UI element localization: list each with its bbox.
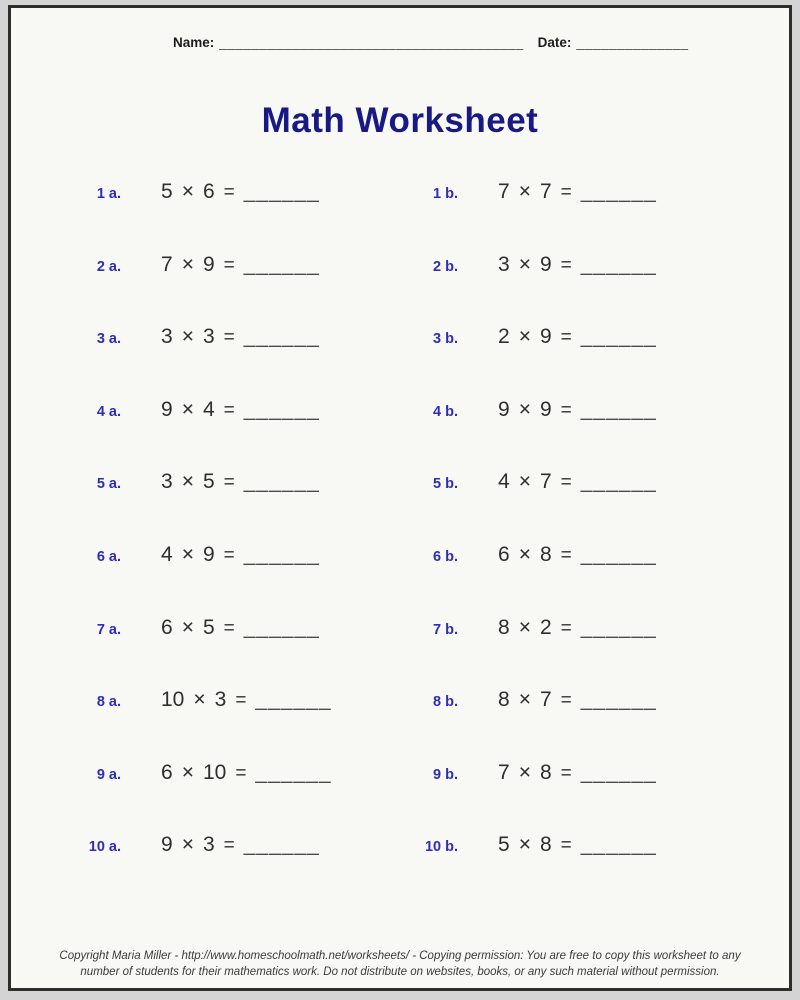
problem-row <box>11 253 400 326</box>
factor-1: 6 <box>498 542 510 566</box>
equals-sign: = <box>223 254 235 276</box>
problems-grid <box>11 180 789 906</box>
multiply-icon: × <box>518 470 531 494</box>
equals-sign: = <box>560 544 572 566</box>
problem-number-label: 3 a. <box>96 331 121 348</box>
factor-1: 3 <box>498 252 510 276</box>
problem-number-label: 1 b. <box>433 186 458 202</box>
factor-1: 4 <box>161 542 173 566</box>
problem-expression <box>498 253 657 277</box>
problem-number-label: 2 a. <box>96 258 121 275</box>
equals-sign: = <box>560 835 572 857</box>
problem-row <box>400 325 789 398</box>
problem-expression <box>161 325 320 349</box>
problem-expression <box>161 180 320 204</box>
problem-number-label: 7 b. <box>433 621 458 638</box>
multiply-icon: × <box>518 180 531 203</box>
factor-2: 2 <box>539 615 552 639</box>
factor-1: 5 <box>161 180 173 203</box>
problem-row <box>400 761 789 834</box>
footer-line-2: number of students for their mathematics work. Do not distribute on websites, books, or any such material without permission. <box>80 966 720 978</box>
multiply-icon: × <box>518 542 531 566</box>
problem-expression <box>498 543 657 567</box>
factor-1: 2 <box>498 325 510 349</box>
equals-sign: = <box>560 472 572 494</box>
factor-1: 9 <box>161 397 173 421</box>
header-row <box>11 35 789 50</box>
answer-blank: ______ <box>243 833 320 857</box>
problem-expression <box>498 180 657 204</box>
factor-2: 8 <box>539 760 552 784</box>
answer-blank: ______ <box>580 542 657 566</box>
problem-expression <box>161 761 332 785</box>
problem-row <box>400 253 789 326</box>
answer-blank: ______ <box>580 325 657 349</box>
multiply-icon: × <box>518 252 531 276</box>
problem-number-label: 1 a. <box>96 186 121 202</box>
factor-2: 6 <box>202 180 215 203</box>
factor-1: 8 <box>498 688 510 712</box>
problem-expression <box>498 688 657 712</box>
problem-number-label: 3 b. <box>433 331 458 348</box>
answer-blank: ______ <box>243 325 320 349</box>
problem-expression <box>498 470 657 494</box>
answer-blank: ______ <box>243 252 320 276</box>
problem-row <box>400 398 789 471</box>
problem-number-label: 8 b. <box>433 694 458 711</box>
equals-sign: = <box>560 399 572 421</box>
factor-1: 6 <box>161 760 173 784</box>
factor-1: 7 <box>161 252 173 276</box>
problem-number-label: 6 b. <box>433 548 458 565</box>
factor-1: 5 <box>498 833 510 857</box>
problem-expression <box>498 833 657 857</box>
multiply-icon: × <box>181 470 194 494</box>
multiply-icon: × <box>181 542 194 566</box>
problem-expression <box>498 616 657 640</box>
problem-row <box>400 470 789 543</box>
factor-2: 7 <box>539 180 552 203</box>
problem-expression <box>161 253 320 277</box>
answer-blank: ______ <box>580 252 657 276</box>
problem-number-label: 9 b. <box>433 766 458 783</box>
problem-number-label: 4 b. <box>433 403 458 420</box>
factor-2: 8 <box>539 833 552 857</box>
problem-number-label: 8 a. <box>96 694 121 711</box>
problem-row <box>400 833 789 906</box>
problem-expression <box>161 398 320 422</box>
factor-1: 7 <box>498 760 510 784</box>
problem-expression <box>161 543 320 567</box>
factor-1: 10 <box>161 688 185 712</box>
problem-row <box>11 688 400 761</box>
answer-blank: ______ <box>243 397 320 421</box>
answer-blank: ______ <box>580 615 657 639</box>
problem-expression <box>161 470 320 494</box>
problem-row <box>11 470 400 543</box>
problem-expression <box>161 833 320 857</box>
factor-2: 7 <box>539 470 552 494</box>
answer-blank: ______ <box>580 833 657 857</box>
factor-2: 3 <box>202 833 215 857</box>
factor-1: 3 <box>161 325 173 349</box>
factor-2: 3 <box>202 325 215 349</box>
multiply-icon: × <box>181 397 194 421</box>
footer-copyright <box>11 948 789 980</box>
equals-sign: = <box>223 617 235 639</box>
problem-number-label: 2 b. <box>433 258 458 275</box>
answer-blank: ______ <box>580 470 657 494</box>
factor-2: 5 <box>202 615 215 639</box>
factor-2: 9 <box>539 397 552 421</box>
multiply-icon: × <box>181 252 194 276</box>
footer-line-1: Copyright Maria Miller - http://www.homeschoolmath.net/worksheets/ - Copying permission: You are free to copy this worksheet to any <box>59 950 741 962</box>
answer-blank: ______ <box>243 615 320 639</box>
problem-number-label: 9 a. <box>96 766 121 783</box>
answer-blank: ______ <box>255 760 332 784</box>
multiply-icon: × <box>181 325 194 349</box>
problem-number-label: 10 b. <box>424 839 458 856</box>
factor-2: 9 <box>539 325 552 349</box>
factor-1: 7 <box>498 180 510 203</box>
answer-blank: ______ <box>243 470 320 494</box>
multiply-icon: × <box>518 760 531 784</box>
problem-row <box>400 688 789 761</box>
answer-blank: ______ <box>580 397 657 421</box>
answer-blank: ______ <box>243 180 320 203</box>
problem-number-label: 10 a. <box>88 839 121 856</box>
factor-2: 9 <box>539 252 552 276</box>
factor-2: 9 <box>202 542 215 566</box>
factor-2: 7 <box>539 688 552 712</box>
problem-row <box>400 180 789 253</box>
answer-blank: ______ <box>580 688 657 712</box>
factor-1: 9 <box>161 833 173 857</box>
factor-2: 8 <box>539 542 552 566</box>
equals-sign: = <box>235 690 247 712</box>
problem-row <box>11 761 400 834</box>
multiply-icon: × <box>518 688 531 712</box>
factor-2: 9 <box>202 252 215 276</box>
date-write-line: ______________ <box>576 35 689 50</box>
factor-1: 3 <box>161 470 173 494</box>
equals-sign: = <box>223 835 235 857</box>
problem-number-label: 4 a. <box>96 403 121 420</box>
equals-sign: = <box>223 399 235 421</box>
multiply-icon: × <box>181 615 194 639</box>
equals-sign: = <box>560 617 572 639</box>
factor-1: 9 <box>498 397 510 421</box>
problem-row <box>11 180 400 253</box>
factor-1: 4 <box>498 470 510 494</box>
problem-expression <box>161 616 320 640</box>
problem-row <box>11 325 400 398</box>
multiply-icon: × <box>518 833 531 857</box>
factor-1: 6 <box>161 615 173 639</box>
factor-2: 4 <box>202 397 215 421</box>
answer-blank: ______ <box>255 688 332 712</box>
problem-number-label: 5 b. <box>433 476 458 493</box>
equals-sign: = <box>560 254 572 276</box>
equals-sign: = <box>223 472 235 494</box>
name-label: Name: <box>173 35 215 50</box>
equals-sign: = <box>560 762 572 784</box>
problem-row <box>400 616 789 689</box>
worksheet-page <box>8 5 792 991</box>
multiply-icon: × <box>518 615 531 639</box>
equals-sign: = <box>560 182 572 203</box>
multiply-icon: × <box>181 760 194 784</box>
name-write-line: ______________________________________ <box>219 35 524 50</box>
multiply-icon: × <box>518 325 531 349</box>
factor-2: 5 <box>202 470 215 494</box>
problem-expression <box>498 398 657 422</box>
problem-row <box>400 543 789 616</box>
problem-number-label: 5 a. <box>96 476 121 493</box>
multiply-icon: × <box>518 397 531 421</box>
answer-blank: ______ <box>580 180 657 203</box>
problem-row <box>11 543 400 616</box>
equals-sign: = <box>223 182 235 203</box>
problem-row <box>11 616 400 689</box>
multiply-icon: × <box>193 688 206 712</box>
factor-1: 8 <box>498 615 510 639</box>
problem-expression <box>498 761 657 785</box>
date-label: Date: <box>537 35 572 50</box>
answer-blank: ______ <box>580 760 657 784</box>
equals-sign: = <box>223 544 235 566</box>
problem-row <box>11 398 400 471</box>
equals-sign: = <box>560 327 572 349</box>
equals-sign: = <box>560 690 572 712</box>
problem-expression <box>498 325 657 349</box>
problem-number-label: 6 a. <box>96 548 121 565</box>
factor-2: 3 <box>214 688 227 712</box>
problem-number-label: 7 a. <box>96 621 121 638</box>
problem-expression <box>161 688 332 712</box>
multiply-icon: × <box>181 180 194 203</box>
problem-row <box>11 833 400 906</box>
equals-sign: = <box>223 327 235 349</box>
answer-blank: ______ <box>243 542 320 566</box>
equals-sign: = <box>235 762 247 784</box>
multiply-icon: × <box>181 833 194 857</box>
factor-2: 10 <box>202 760 227 784</box>
page-title: Math Worksheet <box>261 101 539 140</box>
